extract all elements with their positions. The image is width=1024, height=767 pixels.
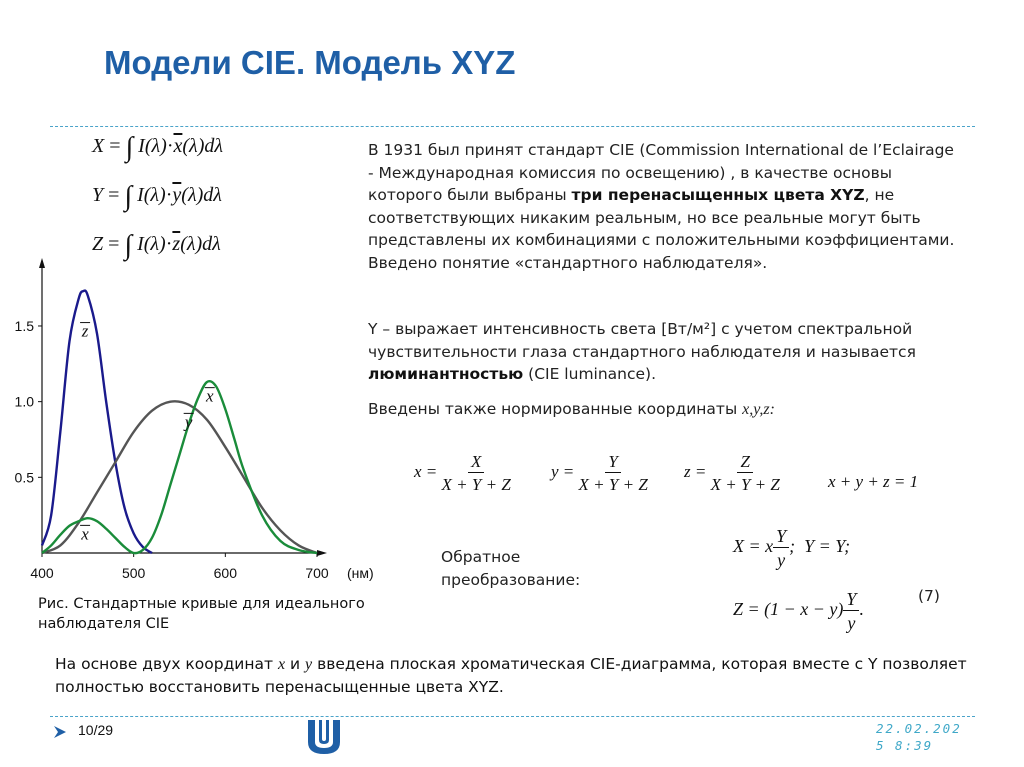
x-tick-label: 400 [30,565,54,581]
chart-svg [0,258,380,593]
equation-number: (7) [918,587,940,605]
y-axis-arrow-icon [39,258,45,268]
formula-x-normalized: x = $\frac{X}{X + Y + Z}$ [414,452,511,494]
formula-inverse-xy: X = x $\frac{Y}{y}$ ; Y = Y; [733,526,851,570]
curve-label: x [81,524,89,544]
page-number: 10/29 [78,722,114,738]
y-tick-label: 1.0 [14,393,34,410]
figure-caption: Рис. Стандартные кривые для идеального наблюдателя CIE [38,596,365,632]
formula-sum: x + y + z = 1 [828,472,919,491]
bottom-divider [50,716,975,717]
curve-label: x [205,386,214,406]
y-tick-label: 1.5 [14,317,34,334]
bold-three-colors: три перенасыщенных цвета XYZ [571,186,865,204]
slide-title: Модели CIE. Модель XYZ [104,44,516,81]
integral-z: Z = ∫ $I(\lambda)\cdot\overline{z}(\lambda)d\lambda$ [92,230,221,261]
x-axis-label: (нм) [347,565,374,581]
footer-date: 22.02.202 5 8:39 [876,721,962,753]
x-axis-arrow-icon [317,550,327,556]
formula-inverse-z: Z = (1 − x − y) $\frac{Y}{y}$ . [733,589,864,633]
integral-y: Y = ∫ $I(\lambda)\cdot\overline{y}(\lambda)d\lambda$ [92,181,222,212]
bottom-paragraph: На основе двух координат x и y введена плоская хроматическая CIE-диаграмма, которая вместе с Y позволяет полностью восстановить перенасыщенные цвета XYZ. [55,655,967,696]
cie-color-matching-chart [0,258,380,593]
x-tick-label: 500 [121,565,146,581]
curve-label: z [81,321,89,341]
y-tick-label: 0.5 [14,469,34,486]
integral-x: X = ∫ $I(\lambda)\cdot\overline{x}(\lambda)d\lambda$ [92,132,224,163]
curve-label: y [184,412,193,432]
nav-arrow-icon[interactable] [52,724,68,740]
bold-luminance: люминантностью [368,365,524,383]
paragraph-normalized: Введены также нормированные координаты x,y,z: [368,400,775,418]
top-divider [50,126,975,127]
formula-z-normalized: z = $\frac{Z}{X + Y + Z}$ [684,452,780,494]
series-line [42,291,152,553]
formula-y-normalized: y = $\frac{Y}{X + Y + Z}$ [551,452,648,494]
inverse-label: Обратное преобразование: [441,548,581,589]
x-tick-label: 600 [213,565,238,581]
paragraph-luminance: Y – выражает интенсивность света [Вт/м²] с учетом спектральной чувствительности глаза стандартного наблюдателя и называется люминантностью (CIE luminance). [368,320,916,383]
paragraph-cie-standard: В 1931 был принят стандарт CIE (Commission International de l’Eclairage - Международная комиссия по освещению) , в качестве основы которого были выбраны три перенасыщенных цвета XYZ, не соответствующих никаким реальным, но все реальные могут быть представлены их комбинациями с положительными коэффициентами. Введено понятие «стандартного наблюдателя». [368,141,955,272]
x-tick-label: 700 [305,565,329,581]
university-logo-icon [302,716,346,758]
